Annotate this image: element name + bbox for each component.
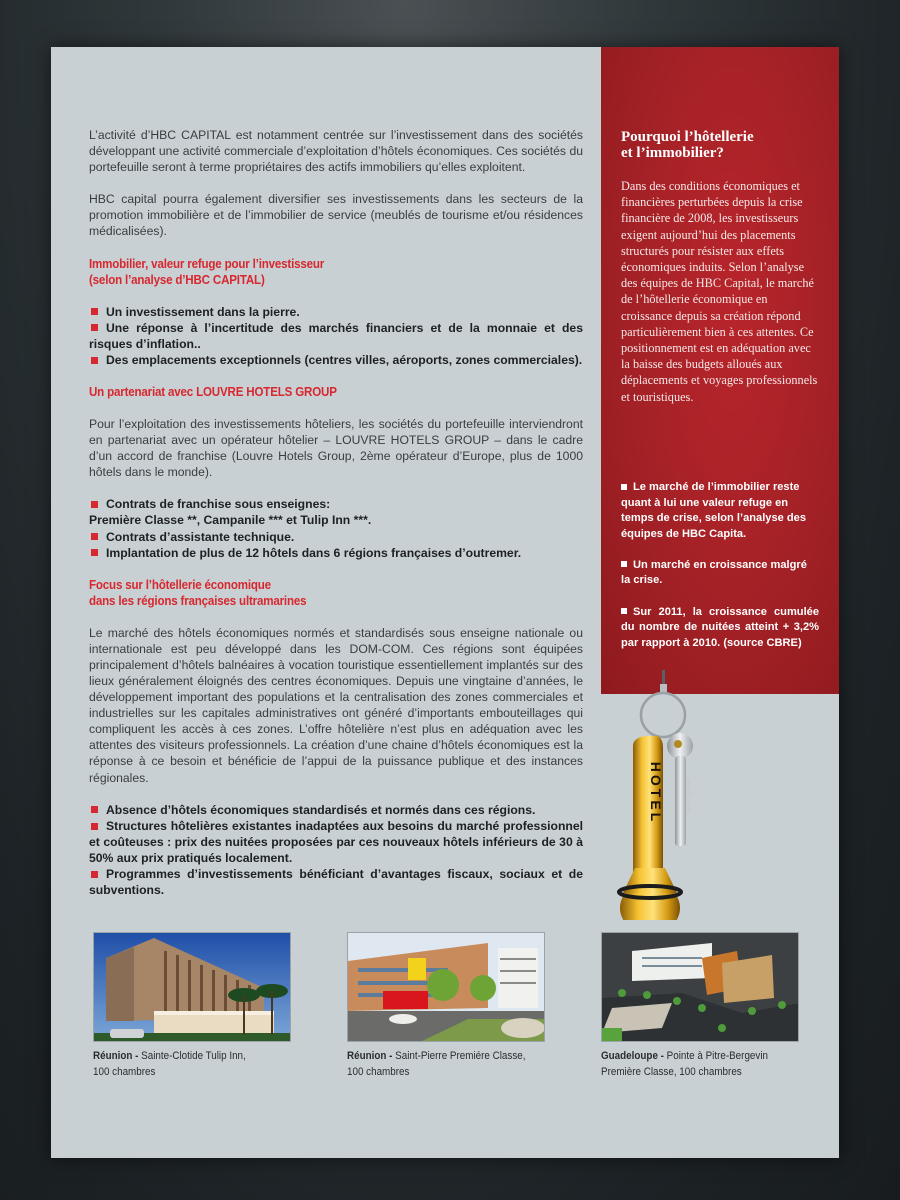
white-square-bullet-icon bbox=[621, 561, 627, 567]
white-square-bullet-icon bbox=[621, 484, 627, 490]
bullet-text: Un investissement dans la pierre. bbox=[106, 304, 300, 319]
bullet-list-focus bbox=[89, 802, 583, 899]
bullet-item bbox=[89, 529, 583, 545]
red-square-bullet-icon bbox=[91, 324, 98, 331]
red-square-bullet-icon bbox=[91, 871, 98, 878]
photo-pointe-a-pitre-bergevin bbox=[601, 932, 799, 1042]
photo-caption bbox=[93, 1048, 298, 1080]
bullet-item bbox=[89, 352, 583, 368]
bullet-text: Le marché de l’immobilier reste quant à lui une valeur refuge en temps de crise, selon l’analyse des équipes de HBC Capita. bbox=[621, 481, 806, 540]
bullet-text: Sur 2011, la croissance cumulée du nombre de nuitées atteint + 3,2% par rapport à 2010. (source CBRE) bbox=[621, 605, 819, 649]
bullet-item bbox=[89, 802, 583, 818]
bullet-text: Une réponse à l’incertitude des marchés financiers et de la monnaie et des risques d’inflation.. bbox=[89, 320, 583, 351]
brochure-page bbox=[51, 47, 839, 1158]
bullet-item bbox=[89, 545, 583, 561]
sidebar-title bbox=[621, 129, 821, 161]
bullet-text: Contrats d’assistante technique. bbox=[106, 529, 295, 544]
red-square-bullet-icon bbox=[91, 501, 98, 508]
svg-text:HOTEL: HOTEL bbox=[648, 761, 664, 825]
photo-caption bbox=[601, 1048, 806, 1080]
bullet-text: Contrats de franchise sous enseignes: bbox=[106, 497, 331, 512]
title-line: Pourquoi l’hôtellerie bbox=[621, 129, 754, 145]
bullet-text: Programmes d’investissements bénéficiant d’avantages fiscaux, sociaux et de subventions. bbox=[89, 867, 583, 898]
title-line: et l’immobilier? bbox=[621, 145, 724, 161]
bullet-list-partenariat bbox=[89, 496, 583, 560]
sidebar-bullet-item bbox=[621, 480, 819, 542]
heading-line: (selon l’analyse d’HBC CAPITAL) bbox=[89, 272, 265, 287]
hotel-building-image bbox=[602, 933, 799, 1042]
intro-paragraph-1: L’activité d’HBC CAPITAL est notamment centrée sur l’investissement dans des sociétés développant une activité commerciale d’exploitation d’hôtels économiques. Ces sociétés du portefeuille seront à terme propriétaires des actifs immobiliers qu’elles exploitent. bbox=[89, 128, 583, 175]
main-column bbox=[89, 127, 583, 914]
photo-caption bbox=[347, 1048, 552, 1080]
bullet-text: Structures hôtelières existantes inadaptées aux besoins du marché professionnel et coûteuses : prix des nuitées proposées par ces nouveaux hôtels inférieurs de 30 à 50% aux prix pratiqués localement. bbox=[89, 818, 583, 865]
photo-premiere-classe-saint-pierre bbox=[347, 932, 545, 1042]
bullet-text: Implantation de plus de 12 hôtels dans 6 régions françaises d’outremer. bbox=[106, 545, 522, 560]
red-square-bullet-icon bbox=[91, 549, 98, 556]
hotel-key-tag-icon bbox=[605, 668, 745, 920]
caption-line: 100 chambres bbox=[347, 1066, 410, 1078]
caption-region: Guadeloupe - bbox=[601, 1050, 664, 1062]
photo-tulip-inn-sainte-clotide bbox=[93, 932, 291, 1042]
partenariat-paragraph: Pour l’exploitation des investissements hôteliers, les sociétés du portefeuille interviendront en partenariat avec un opérateur hôtelier – LOUVRE HOTELS GROUP – dans le cadre d’un accord de franchise (Louvre Hotels Group, 2ème opérateur d’Europe, plus de 1000 hôtels dans le monde). bbox=[89, 416, 583, 480]
heading-line: dans les régions françaises ultramarines bbox=[89, 593, 307, 608]
caption-text: Pointe à Pitre-Bergevin bbox=[663, 1050, 769, 1062]
bullet-text: Un marché en croissance malgré la crise. bbox=[621, 558, 807, 587]
red-square-bullet-icon bbox=[91, 823, 98, 830]
caption-region: Réunion - bbox=[93, 1050, 139, 1062]
bullet-text: Absence d’hôtels économiques standardisés et normés dans ces régions. bbox=[106, 802, 536, 817]
caption-line bbox=[601, 1048, 806, 1064]
bullet-text: Des emplacements exceptionnels (centres villes, aéroports, zones commerciales). bbox=[106, 352, 583, 367]
sidebar-bullet-list bbox=[621, 480, 819, 667]
sidebar-bullet-item bbox=[621, 605, 819, 652]
caption-line: 100 chambres bbox=[93, 1066, 156, 1078]
focus-paragraph: Le marché des hôtels économiques normés et standardisés sous enseigne nationale ou internationale est peu développé dans les DOM-COM. Ces régions sont équipées principalement d’hôtels balnéaires à vocation touristique essentiellement implantés sur des lieux généralement éloignés des centres économiques. Depuis une vingtaine d’années, le développement important des populations et la centralisation des zones commerciales et industrielles sur les capitales administratives ont généré d’importants embouteillages qui compliquent les accès à ces zones. L’offre hôtelière n’est plus en adéquation avec les attentes des visiteurs professionnels. La création d’une chaine d’hôtels économiques est la réponse à ce besoin et bénéficie de l’appui de la puissance publique et des instances régionales. bbox=[89, 625, 583, 785]
bullet-item bbox=[89, 866, 583, 898]
bullet-item bbox=[89, 304, 583, 320]
heading-line: Immobilier, valeur refuge pour l’investisseur bbox=[89, 256, 325, 271]
red-square-bullet-icon bbox=[91, 806, 98, 813]
bullet-continuation: Première Classe **, Campanile *** et Tulip Inn ***. bbox=[89, 513, 372, 528]
red-square-bullet-icon bbox=[91, 357, 98, 364]
caption-line bbox=[347, 1048, 552, 1064]
caption-region: Réunion - bbox=[347, 1050, 393, 1062]
sidebar-body: Dans des conditions économiques et financières perturbées depuis la crise financière de 2008, les investisseurs exigent aujourd’hui des placements structurés pour résister aux effets économiques induits. Selon l’analyse des équipes de HBC Capital, le marché de l’hôtellerie économique en croissance depuis sa création répond particulièrement bien à ces attentes. Ce positionnement est en adéquation avec la baisse des budgets alloués aux déplacements et voyages professionnels et touristiques. bbox=[621, 179, 818, 404]
heading-line: Focus sur l’hôtellerie économique bbox=[89, 577, 271, 592]
hotel-building-image bbox=[348, 933, 545, 1042]
caption-line bbox=[93, 1048, 298, 1064]
bullet-item bbox=[89, 496, 583, 528]
intro-paragraph-2: HBC capital pourra également diversifier ses investissements dans les secteurs de la promotion immobilière et de l’immobilier de service (meublés de tourisme et/ou résidences médicalisées). bbox=[89, 192, 583, 239]
section-heading-partenariat: Un partenariat avec LOUVRE HOTELS GROUP bbox=[89, 384, 337, 399]
red-square-bullet-icon bbox=[91, 533, 98, 540]
section-heading-immobilier bbox=[89, 256, 543, 288]
caption-line: Première Classe, 100 chambres bbox=[601, 1066, 742, 1078]
bullet-item bbox=[89, 818, 583, 866]
hotel-building-image bbox=[94, 933, 291, 1042]
sidebar-red-panel bbox=[601, 47, 839, 694]
bullet-item bbox=[89, 320, 583, 352]
caption-text: Sainte-Clotide Tulip Inn, bbox=[138, 1050, 246, 1062]
red-square-bullet-icon bbox=[91, 308, 98, 315]
white-square-bullet-icon bbox=[621, 608, 627, 614]
sidebar-bullet-item bbox=[621, 558, 819, 589]
bullet-list-immobilier bbox=[89, 304, 583, 368]
section-heading-focus bbox=[89, 577, 543, 609]
caption-text: Saint-Pierre Premiére Classe, bbox=[392, 1050, 526, 1062]
